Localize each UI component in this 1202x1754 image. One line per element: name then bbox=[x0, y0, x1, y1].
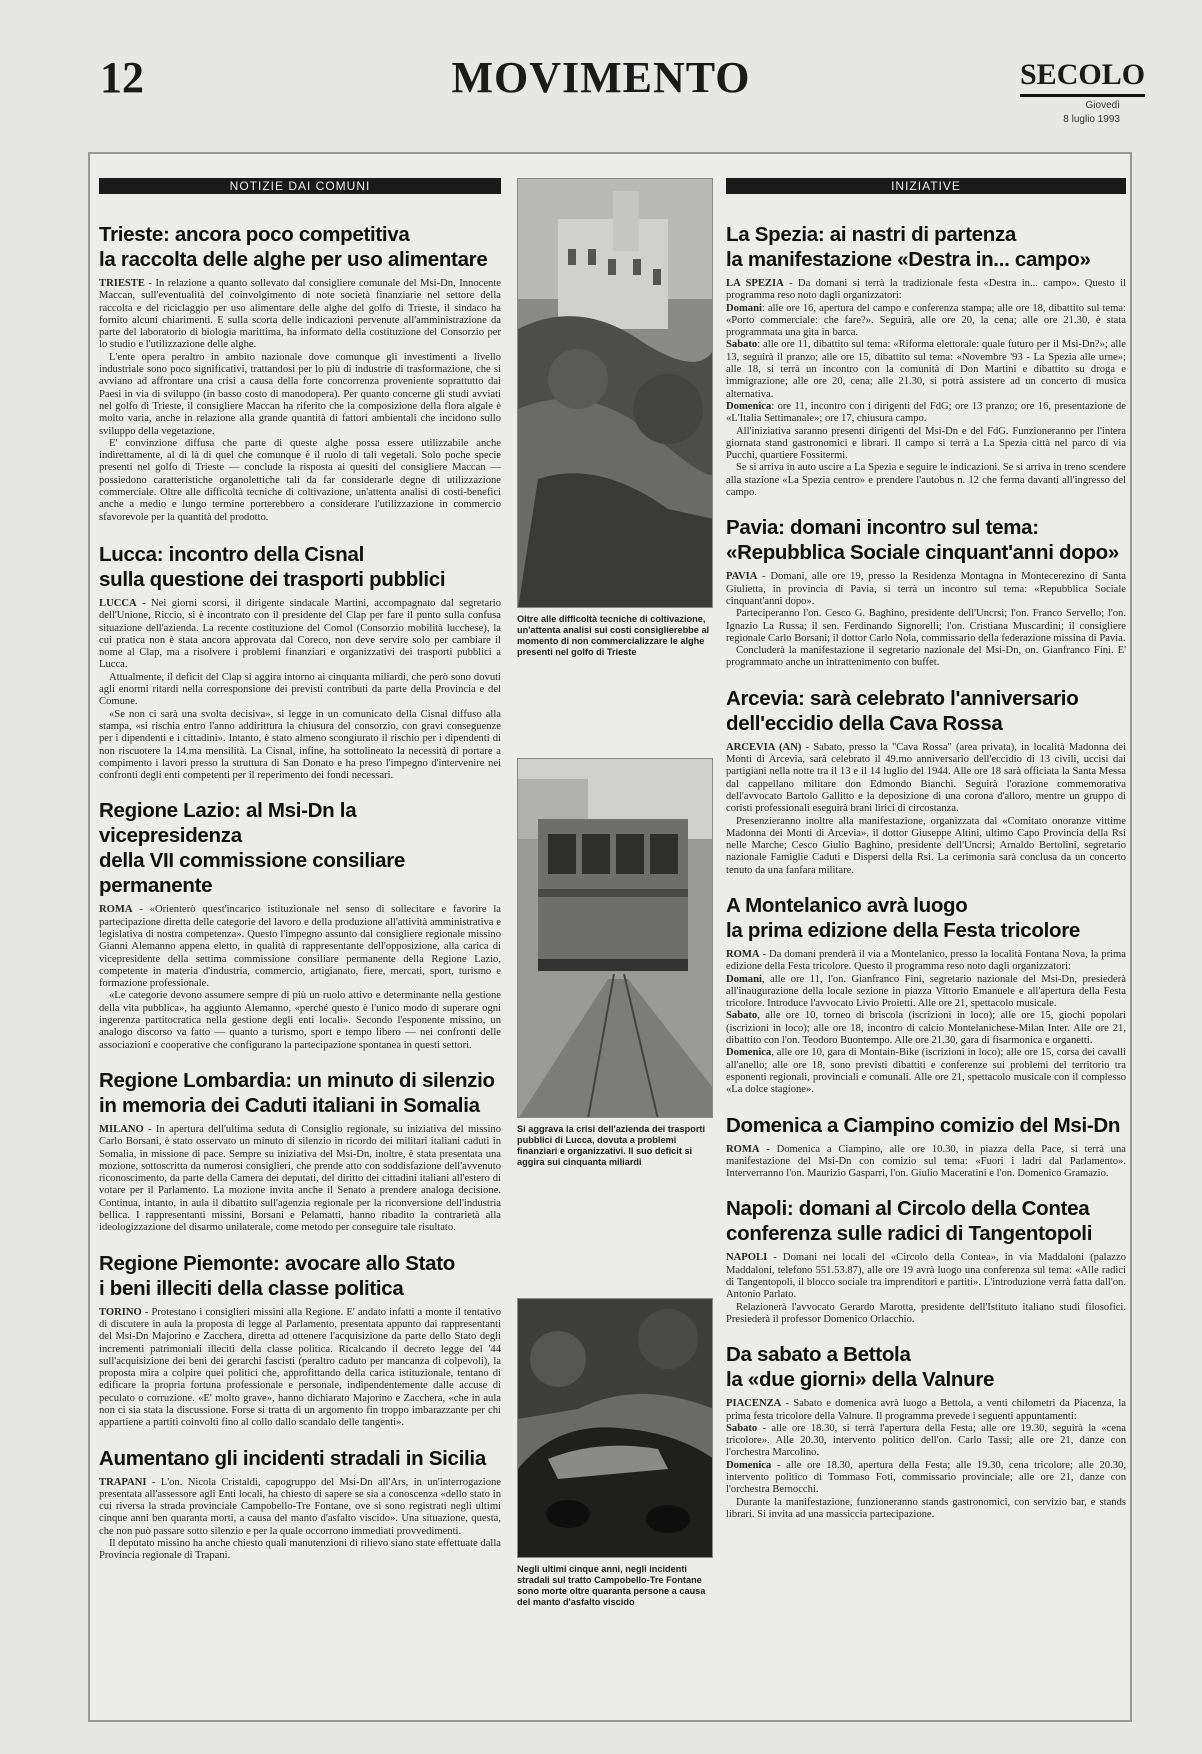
article-paragraph: Il deputato missino ha anche chiesto quali manutenzioni di rilievo siano state effettuate dalla Provincia regionale di Trapani. bbox=[99, 1538, 501, 1562]
headline-line-2: in memoria dei Caduti italiani in Somalia bbox=[99, 1093, 480, 1117]
article-arcevia bbox=[726, 686, 1126, 877]
article-paragraph: - Nei giorni scorsi, il dirigente sindacale Martini, accompagnato dal segretario dell'Unione, Riccio, si è incontrato con il presidente del Clap per fare il punto sulla confusa situazione dell'azienda. La recente costituzione del Comol (Consorzio mobilità lucchese), la cui pratica non è stata ancora approvata dal Coreco, non deve servire solo per cambiare il nome al Clap, ma a risolvere i problemi finanziari e organizzativi dei trasporti pubblici a Lucca. bbox=[99, 597, 501, 671]
article-body bbox=[99, 1124, 501, 1235]
article-paragraph: L'ente opera peraltro in ambito nazionale dove comunque gli investimenti a livello industriale sono poco significativi, trattandosi per lo più di industrie di trasformazione, che si avviano ad affrontare una crisi a causa della forte concorrenza proveniente soprattutto dai Paesi in via di sviluppo (in basso costo di manodopera). Per quanto concerne gli studi avviati nel golfo di Trieste, il consigliere Maccan ha riferito che la composizione della flora algale è molto varia, anche in relazione alla grande quantità di fattori ambientali che incidono sullo sviluppo della vegetazione. bbox=[99, 351, 501, 437]
article-paragraph: - Sabato e domenica avrà luogo a Bettola, a venti chilometri da Piacenza, la prima festa tricolore della Valnure. Il programma prevede i seguenti appuntamenti: bbox=[726, 1398, 1126, 1422]
article-pavia bbox=[726, 515, 1126, 669]
article-body bbox=[726, 571, 1126, 669]
dateline: MILANO bbox=[99, 1123, 144, 1135]
article-body bbox=[99, 1477, 501, 1563]
masthead bbox=[0, 0, 1202, 130]
schedule-text: , alle ore 11, l'on. Gianfranco Fini, segretario nazionale del Msi-Dn, presiederà all'inaugurazione della locale sezione in piazza Vittorio Emanuele e all'apertura della Festa tricolore. Introduce l'avvocato Livio Proietti. Alle ore 21, spettacolo musicale. bbox=[726, 973, 1126, 1010]
headline-line-1: Regione Lombardia: un minuto di silenzio bbox=[99, 1068, 495, 1092]
schedule-day: Sabato bbox=[726, 1422, 758, 1434]
dateline: PIACENZA bbox=[726, 1398, 782, 1410]
article-paragraph: Concluderà la manifestazione il segretario nazionale del Msi-Dn, on. Gianfranco Fini. E' programmato anche un intrattenimento con buffet. bbox=[726, 645, 1126, 669]
article-headline bbox=[726, 515, 1126, 565]
schedule-text: : ore 11, incontro con i dirigenti del FdG; ore 13 pranzo; ore 16, presentazione de «L'Italia Settimanale»; ore 17, chiusura campo. bbox=[726, 400, 1126, 425]
dateline: PAVIA bbox=[726, 571, 758, 583]
headline-line-2: dell'eccidio della Cava Rossa bbox=[726, 711, 1003, 735]
schedule-day: Domani bbox=[726, 973, 762, 985]
newspaper-logo bbox=[1020, 58, 1146, 125]
headline-line-2: la raccolta delle alghe per uso alimentare bbox=[99, 248, 488, 271]
dateline: ROMA bbox=[726, 948, 760, 960]
article-paragraph: - Da domani si terrà la tradizionale festa «Destra in... campo». Questo il programma reso noto dagli organizzatori: bbox=[726, 278, 1126, 302]
article-paragraph: Relazionerà l'avvocato Gerardo Marotta, presidente dell'Istituto italiano studi filosofici. Presiederà il professor Domenico Orlacchio. bbox=[726, 1301, 1126, 1325]
headline-line-2: la prima edizione della Festa tricolore bbox=[726, 918, 1080, 942]
issue-weekday: Giovedì bbox=[1085, 100, 1120, 111]
headline-line-1: A Montelanico avrà luogo bbox=[726, 893, 968, 917]
article-paragraph: - L'on. Nicola Cristaldi, capogruppo del Msi-Dn all'Ars, in un'interrogazione presentata all'assessore agli Enti locali, ha chiesto di sapere se sia a conoscenza «dello stato in cui riversa la strada provinciale Campobello-Tre Fontane, ove si sono registrati negli ultimi cinque anni ben quaranta morti, a causa del manto d'asfalto viscido». Una situazione, questa, che non può passare sotto silenzio e per la quale occorrono immediati provvedimenti. bbox=[99, 1476, 501, 1537]
article-headline bbox=[726, 686, 1126, 736]
article-headline bbox=[99, 1446, 501, 1471]
article-headline bbox=[99, 542, 501, 592]
article-paragraph: E' convinzione diffusa che parte di queste alghe possa essere utilizzabile anche indirettamente, al di là di quel che comunque è il ruolo di tali vegetali. Solo poche specie presenti nel golfo di Trieste — conclude la risposta ai quesiti del consigliere Maccan — possiedono caratteristiche organolettiche tali da far considerarle degne di utilizzazione commerciale. Oltre alle difficoltà tecniche di coltivazione, un'attenta analisi di costi-benefici anche a medio e lungo termine porterebbero a considerare l'utilizzazione in commercio sfavorevole per la quantità del prodotto. bbox=[99, 437, 501, 523]
article-headline bbox=[99, 1068, 501, 1118]
dateline: TRIESTE bbox=[99, 278, 145, 289]
article-headline bbox=[99, 1251, 501, 1301]
article-paragraph: Attualmente, il deficit del Clap si aggira intorno ai cinquanta miliardi, che però sono dovuti agli enormi ritardi nella corresponsione dei previsti contributi da parte della Provincia e del Comune. bbox=[99, 671, 501, 708]
article-body bbox=[726, 1144, 1126, 1181]
article-paragraph: - Protestano i consiglieri missini alla Regione. E' andato infatti a monte il tentativo di discutere in aula la proposta di legge al Parlamento, presentata appunto dai rappresentanti del Msi-Dn Majorino e Zacchera, diretta ad ottenere l'acquisizione da parte dello Stato degli incrementi patrimoniali illeciti della classe politica. Ricalcando il decreto legge del '44 sull'acquisizione dei beni dei gerarchi fascisti (peraltro caduto per mancanza di colpevoli), la proposta mira a colpire quei politici che, approfittando della carica istituzionale, tentano di edificare la propria fortuna professionale e personale, indipendentemente dalle accuse di peculato o corruzione. «E' molto grave», hanno dichiarato Majorino e Zacchera, «che in aula non ci sia stata la discussione. Forse si tratta di un argomento fin troppo imbarazzante per chi appartiene a partiti coinvolti fino al collo dallo scandalo delle tangenti». bbox=[99, 1306, 501, 1429]
article-lucca bbox=[99, 542, 501, 782]
headline-line-1: Pavia: domani incontro sul tema: bbox=[726, 516, 1039, 540]
article-body bbox=[726, 1252, 1126, 1326]
article-paragraph: - Domani nei locali del «Circolo della Contea», in via Maddaloni (palazzo Maddaloni, telefono 551.53.87), alle ore 19 avrà luogo una conferenza sul tema: «Alle radici di Tangentopoli, il blocco sociale tra imprenditori e partiti». L'introduzione verrà fatta dall'on. Antonio Parlato. bbox=[726, 1252, 1126, 1301]
photo-block-crash bbox=[517, 1298, 713, 1608]
headline-line-1: Napoli: domani al Circolo della Contea bbox=[726, 1197, 1090, 1221]
schedule-day: Domenica bbox=[726, 400, 772, 412]
article-headline bbox=[726, 1342, 1126, 1392]
schedule-text: , alle ore 10, torneo di briscola (iscrizioni in loco); alle ore 15, giochi popolari (iscrizioni in loco); alle ore 18, incontro di calcio Montelanichese-Milan Inter. Alle ore 21, dibattito con l'on. Teodoro Buontempo. Alle ore 21.30, gara di fisarmonica e organetti. bbox=[726, 1010, 1126, 1047]
article-body bbox=[99, 278, 501, 524]
schedule-day: Domenica bbox=[726, 1459, 772, 1471]
article-body bbox=[726, 742, 1126, 877]
section-title: MOVIMENTO bbox=[451, 53, 751, 102]
headline-line-2: sulla questione dei trasporti pubblici bbox=[99, 567, 446, 591]
article-headline bbox=[99, 798, 501, 898]
dateline: NAPOLI bbox=[726, 1252, 768, 1264]
article-montelanico bbox=[726, 893, 1126, 1097]
headline-line-1: La Spezia: ai nastri di partenza bbox=[726, 223, 1017, 246]
schedule-text: : alle ore 16, apertura del campo e conferenza stampa; alle ore 18, dibattito sul tema: «Porto commerciale: che fare?». Seguirà, alle ore 20, la cena; alle ore 21.30, è stata programmata una gita in barca. bbox=[726, 302, 1126, 339]
article-paragraph: - Sabato, presso la "Cava Rossa" (area privata), in località Madonna dei Monti di Arcevia, sarà celebrato il 49.mo anniversario dell'eccidio di 13 civili, uccisi dai partigiani nella notte tra il 13 e il 14 luglio del 1944. Alle ore 18 sarà officiata la Santa Messa dal cappellano militare don Edmondo Bianchi. Seguirà l'orazione commemorativa dell'avvocato Bartolo Gallitto e la deposizione di una corona d'alloro, mentre un gruppo di coristi professionali eseguirà brani lirici di circostanza. bbox=[726, 741, 1126, 815]
article-body bbox=[726, 1398, 1126, 1521]
headline-line-1: Domenica a Ciampino comizio del Msi-Dn bbox=[726, 1113, 1121, 1137]
article-lombardia bbox=[99, 1068, 501, 1235]
article-paragraph: - Domani, alle ore 19, presso la Residenza Montagna in Montecerezino di Santa Giulietta, in provincia di Pavia, si terrà un incontro sul tema: «Repubblica Sociale cinquant'anni dopo». bbox=[726, 571, 1126, 607]
article-body bbox=[99, 598, 501, 782]
article-body bbox=[726, 949, 1126, 1097]
article-body bbox=[726, 278, 1126, 499]
article-piemonte bbox=[99, 1251, 501, 1430]
headline-line-2: la manifestazione «Destra in... campo» bbox=[726, 248, 1091, 271]
headline-line-2: i beni illeciti della classe politica bbox=[99, 1276, 404, 1300]
page-number: 12 bbox=[100, 53, 144, 102]
schedule-text: , alle ore 10, gara di Montain-Bike (iscrizioni in loco); alle ore 15, corsa dei cavalli all'anello; alle ore 18, sono previsti dibattiti e conferenze sui problemi del territorio tra esponenti regionali, provinciali e comunali. Alle ore 21, spettacolo musicale con il complesso «La dolce stagione». bbox=[726, 1047, 1126, 1096]
logo-name: SECOLO bbox=[1020, 58, 1145, 97]
tram-photo bbox=[517, 758, 713, 1118]
article-sicilia bbox=[99, 1446, 501, 1563]
dateline: LUCCA bbox=[99, 597, 137, 609]
article-body bbox=[99, 904, 501, 1052]
photo-caption: Oltre alle difficoltà tecniche di coltivazione, un'attenta analisi sui costi consiglierebbe al momento di non commercializzare le alghe presenti nel golfo di Trieste bbox=[517, 614, 710, 657]
article-paragraph: - In apertura dell'ultima seduta di Consiglio regionale, su iniziativa del missino Carlo Borsani, è stato osservato un minuto di silenzio in ricordo dei militari italiani caduti in Somalia, in missione di pace. Sempre su iniziativa del Msi-Dn, inoltre, è stata presentata una mozione, sottoscritta da numerosi consiglieri, che prende atto con soddisfazione dell'avvenuto riconoscimento, da parte della Camera dei deputati, del diritto dei cittadini italiani all'estero di votare per il Parlamento. La mozione invita anche il Senato a prendere analoga decisione. Continua, intanto, in aula il dibattito sull'agenzia regionale per la riconversione dell'industria bellica. I rappresentanti missini, Borsani e Pelamatti, hanno ribadito la contrarietà alla ideologizzazione del disarmo unilaterale, come metodo per conseguire tale risultato. bbox=[99, 1123, 501, 1234]
headline-line-1: Lucca: incontro della Cisnal bbox=[99, 542, 364, 566]
article-lazio bbox=[99, 798, 501, 1052]
headline-line-2: conferenza sulle radici di Tangentopoli bbox=[726, 1222, 1093, 1246]
headline-line-1: Trieste: ancora poco competitiva bbox=[99, 223, 410, 246]
headline-line-1: Arcevia: sarà celebrato l'anniversario bbox=[726, 686, 1079, 710]
headline-line-1: Regione Piemonte: avocare allo Stato bbox=[99, 1251, 456, 1275]
article-paragraph: - Domenica a Ciampino, alle ore 10.30, in piazza della Pace, si terrà una manifestazione del Msi-Dn con comizio sul tema: «Fuori i ladri dal Parlamento». Interverranno l'on. Maurizio Gasparri, l'on. Giulio Maceratini e l'on. Domenico Gramazio. bbox=[726, 1143, 1126, 1180]
section-band-notizie: NOTIZIE DAI COMUNI bbox=[99, 178, 501, 194]
dateline: ROMA bbox=[99, 904, 133, 916]
schedule-day: Sabato bbox=[726, 339, 758, 351]
article-headline bbox=[726, 893, 1126, 943]
article-ciampino bbox=[726, 1113, 1126, 1181]
photo-caption: Si aggrava la crisi dell'azienda dei trasporti pubblici di Lucca, dovuta a problemi finanziari e organizzativi. Il suo deficit si aggira sui cinquanta miliardi bbox=[517, 1124, 706, 1167]
headline-line-2: «Repubblica Sociale cinquant'anni dopo» bbox=[726, 541, 1119, 565]
article-paragraph: - «Orienterò quest'incarico istituzionale nel senso di sollecitare e favorire la partecipazione diretta delle categorie del lavoro e della produzione all'attività amministrativa e legislativa di nostra competenza». Questo l'impegno assunto dal consigliere regionale missino Gianni Alemanno appena eletto, in qualità di rappresentante dell'opposizione, alla carica di vicepresidente della settima commissione consiliare permanente della Regione Lazio, competente in materia d'industria, commercio, artigianato, fiere, mercati, sport, turismo e formazione professionale. bbox=[99, 904, 501, 990]
headline-line-1: Da sabato a Bettola bbox=[726, 1343, 911, 1367]
headline-line-1: Regione Lazio: al Msi-Dn la vicepresidenza bbox=[99, 799, 357, 848]
article-body bbox=[99, 1307, 501, 1430]
headline-line-2: la «due giorni» della Valnure bbox=[726, 1368, 995, 1392]
dateline: ROMA bbox=[726, 1143, 760, 1155]
article-paragraph: «Se non ci sarà una svolta decisiva», si legge in un comunicato della Cisnal diffuso alla stampa, «si rischia entro l'anno addirittura la chiusura del consorzio, con gravi conseguenze per i dipendenti e i cittadini». Intanto, è stato almeno scongiurato il rischio per i dipendenti di non riscuotere la 14.ma mensilità. La Cisnal, infine, ha sottolineato la necessità di portare a compimento i lavori presso la struttura di San Donato e ha preso l'impegno d'intervenire nei confronti degli enti competenti per il reperimento dei fondi necessari. bbox=[99, 708, 501, 782]
section-band-iniziative: INIZIATIVE bbox=[726, 178, 1126, 194]
article-headline bbox=[726, 1113, 1126, 1138]
article-trieste bbox=[99, 222, 501, 524]
schedule-text: - alle ore 18.30, apertura della Festa; alle 19.30, cena tricolore; alle 20.30, intervento politico di Tommaso Foti, commissario provinciale; alle ore 21, danze con l'orchestra Bernocchi. bbox=[726, 1459, 1126, 1496]
article-headline bbox=[99, 222, 501, 272]
photo-caption: Negli ultimi cinque anni, negli incidenti stradali sul tratto Campobello-Tre Fontane sono morte oltre quaranta persone a causa del manto d'asfalto viscido bbox=[517, 1564, 706, 1607]
car-crash-photo bbox=[517, 1298, 713, 1558]
left-column bbox=[99, 178, 501, 1579]
schedule-text: - alle ore 18.30, si terrà l'apertura della Festa; alle ore 19.30, seguirà la «cena tricolore». Alle 20.30, intervento politico dell'on. Carlo Tassi; alle ore 21, danze con l'orchestra Marcolino. bbox=[726, 1422, 1126, 1459]
photo-column bbox=[517, 178, 713, 1608]
right-column bbox=[726, 178, 1126, 1537]
photo-block-castle bbox=[517, 178, 713, 658]
schedule-day: Sabato bbox=[726, 1010, 758, 1022]
article-headline bbox=[726, 1196, 1126, 1246]
article-paragraph: «Le categorie devono assumere sempre di più un ruolo attivo e determinante nella gestione della vita pubblica», ha aggiunto Alemanno, «perché questo è l'unico modo di superare ogni ingerenza partitocratica nella gestione degli enti locali». Secondo l'esponente missino, un analogo discorso va fatto — quanto a turismo, sport e tempo libero — nei confronti delle associazioni e cooperative che configurano la partecipazione spontanea in questi settori. bbox=[99, 990, 501, 1051]
schedule-text: : alle ore 11, dibattito sul tema: «Riforma elettorale: quale futuro per il Msi-Dn?»; alle 13, seguirà il pranzo; alle ore 15, dibattito sul tema: «Novembre '93 - La Spezia alle urne»; alle 18, si terrà un incontro con la comunità di Don Martini e dibattito su droga e immigrazione; alle ore 20, cena; alle 21.30, si potrà assistere ad un concerto di musica alternativa. bbox=[726, 339, 1126, 400]
dateline: ARCEVIA (AN) bbox=[726, 741, 802, 753]
article-paragraph: Presenzieranno inoltre alla manifestazione, organizzata dal «Comitato onoranze vittime Madonna dei Monti di Arcevia», il dottor Giuseppe Altini, ultimo Capo Provincia della Rsi nelle Marche; Cesco Giulio Baghino, presidente dell'Uncrsi; Arnaldo Bertolini, segretario nazionale Famiglie Caduti e Dispersi della Rsi. La cerimonia sarà conclusa da un concerto tenuto da una fanfara militare. bbox=[726, 815, 1126, 876]
schedule-day: Domenica bbox=[726, 1047, 772, 1059]
dateline: TORINO bbox=[99, 1306, 142, 1318]
article-la-spezia bbox=[726, 222, 1126, 499]
headline-line-1: Aumentano gli incidenti stradali in Sicilia bbox=[99, 1446, 486, 1470]
article-paragraph: - Da domani prenderà il via a Montelanico, presso la località Fontana Nova, la prima edizione della Festa tricolore. Questo il programma reso noto dagli organizzatori: bbox=[726, 948, 1126, 973]
article-paragraph: All'iniziativa saranno presenti dirigenti del Msi-Dn e del FdG. Funzioneranno per l'intera giornata stand gastronomici e librari. Il campo si terrà a La Spezia città nel parco di via Pucchi, quartiere Fossitermi. bbox=[726, 425, 1126, 462]
article-paragraph: - In relazione a quanto sollevato dal consigliere comunale del Msi-Dn, Innocente Maccan, sull'eventualità del coinvolgimento di note società finanziarie nel settore della raccolta e del riciclaggio per uso alimentare delle alghe del golfo di Trieste, il sindaco ha fornito alcuni chiarimenti. E sulla scorta delle indicazioni pervenute all'amministrazione da parte del laboratorio di biologia marittima, ha informato della costituzione del Consorzio per lo studio e l'utilizzazione delle alghe. bbox=[99, 278, 501, 351]
article-paragraph: Se si arriva in auto uscire a La Spezia e seguire le indicazioni. Se si arriva in treno scendere alla stazione «La Spezia centro» e prendere l'autobus n. 12 che ferma davanti all'ingresso del campo. bbox=[726, 462, 1126, 499]
dateline: LA SPEZIA bbox=[726, 278, 784, 289]
issue-date: 8 luglio 1993 bbox=[1063, 114, 1120, 125]
schedule-day: Domani bbox=[726, 302, 762, 314]
article-headline bbox=[726, 222, 1126, 272]
article-paragraph: Durante la manifestazione, funzioneranno stands gastronomici, con servizio bar, e stands librari. Si invita ad una massiccia partecipazione. bbox=[726, 1496, 1126, 1520]
article-napoli bbox=[726, 1196, 1126, 1326]
castle-photo bbox=[517, 178, 713, 608]
article-bettola bbox=[726, 1342, 1126, 1521]
dateline: TRAPANI bbox=[99, 1476, 147, 1488]
photo-block-tram bbox=[517, 758, 713, 1168]
article-paragraph: Parteciperanno l'on. Cesco G. Baghino, presidente dell'Uncrsi; l'on. Franco Servello; l'on. Ignazio La Russa; il sen. Ferdinando Signorelli; l'on. Cristiana Muscardini; il consigliere regionale Carlo Borsani; il dottor Carlo Nola, commissario della federazione missina di Pavia. bbox=[726, 608, 1126, 644]
headline-line-2: della VII commissione consiliare permanente bbox=[99, 849, 405, 898]
